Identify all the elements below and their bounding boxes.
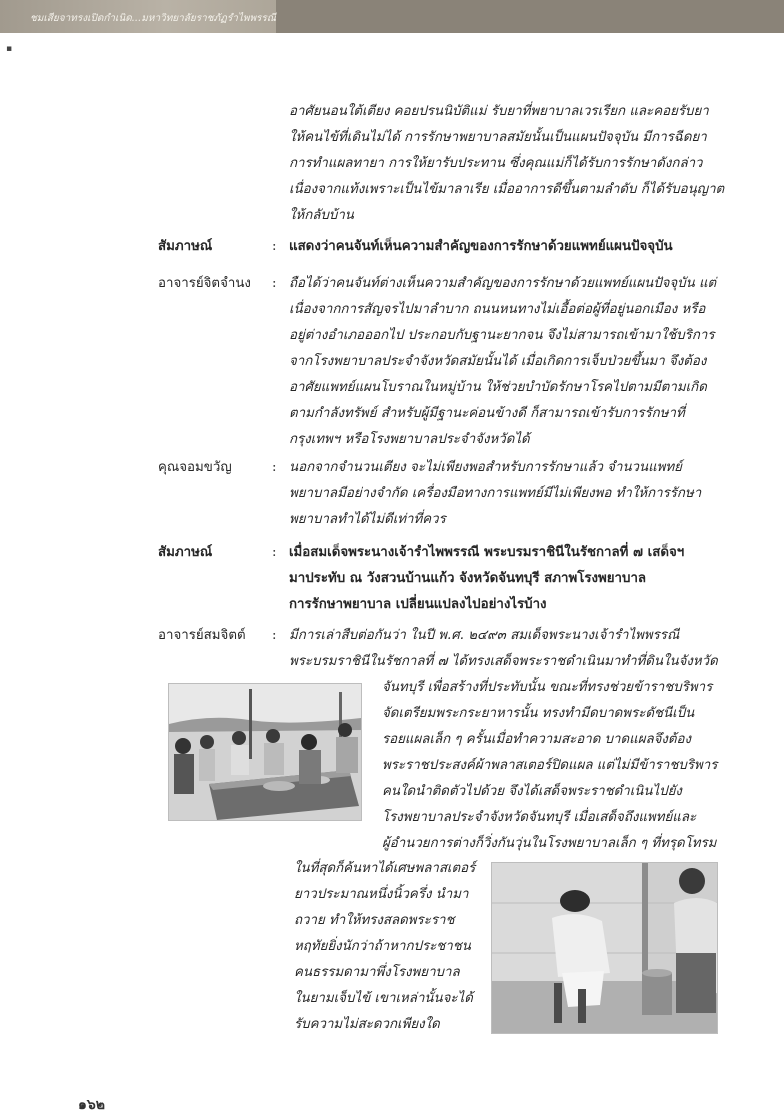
text-line: อยู่ต่างอำเภอออกไป ประกอบกับฐานะยากจน จึงไม่สามารถเข้ามาใช้บริการ [289, 328, 715, 343]
text-line: แสดงว่าคนจันท์เห็นความสำคัญของการรักษาด้วยแพทย์แผนปัจจุบัน [289, 239, 673, 254]
text-line: กรุงเทพฯ หรือโรงพยาบาลประจำจังหวัดได้ [289, 432, 530, 447]
photo-women-at-bench-image [492, 863, 717, 1033]
text-line: เนื่องจากการสัญจรไปมาลำบาก ถนนหนทางไม่เอื้อต่อผู้ที่อยู่นอกเมือง หรือ [289, 302, 706, 317]
speaker-interviewer: สัมภาษณ์ [158, 239, 213, 254]
text-line: จากโรงพยาบาลประจำจังหวัดสมัยนั้นได้ เมื่อเกิดการเจ็บป่วยขึ้นมา จึงต้อง [289, 354, 707, 369]
question-text [289, 234, 673, 260]
speaker-interviewer: สัมภาษณ์ [158, 545, 213, 560]
colon: : [272, 545, 277, 560]
header-band [0, 0, 784, 33]
text-line: ตามกำลังทรัพย์ สำหรับผู้มีฐานะค่อนข้างดี ก็สามารถเข้ารับการรักษาที่ [289, 406, 685, 421]
text-line: จัดเตรียมพระกระยาหารนั้น ทรงทำมีดบาดพระดัชนีเป็น [382, 706, 695, 721]
colon: : [272, 628, 277, 643]
text-line: อาศัยนอนใต้เตียง คอยปรนนิบัติแม่ รับยาที่พยาบาลเวรเรียก และคอยรับยา [289, 104, 709, 119]
text-line: ในที่สุดก็ค้นหาได้เศษพลาสเตอร์ [294, 861, 476, 876]
colon: : [272, 239, 277, 254]
corner-mark: ▪ [6, 44, 13, 54]
text-line: นอกจากจำนวนเตียง จะไม่เพียงพอสำหรับการรักษาแล้ว จำนวนแพทย์ [289, 460, 682, 475]
text-line: รับความไม่สะดวกเพียงใด [294, 1017, 440, 1032]
text-line: ยาวประมาณหนึ่งนิ้วครึ่ง นำมา [294, 887, 469, 902]
text-line: มาประทับ ณ วังสวนบ้านแก้ว จังหวัดจันทบุรี สภาพโรงพยาบาล [289, 571, 647, 586]
text-line: คนธรรมดามาพึ่งโรงพยาบาล [294, 965, 460, 980]
text-line: เมื่อสมเด็จพระนางเจ้ารำไพพรรณี พระบรมราชินีในรัชกาลที่ ๗ เสด็จฯ [289, 545, 685, 560]
answer-text [289, 455, 701, 533]
text-line: จันทบุรี เพื่อสร้างที่ประทับนั้น ขณะที่ทรงช่วยข้าราชบริพาร [382, 680, 713, 695]
text-line: ให้กลับบ้าน [289, 208, 354, 223]
page-number: ๑๖๒ [78, 1097, 106, 1113]
text-line: มีการเล่าสืบต่อกันว่า ในปี พ.ศ. ๒๔๙๓ สมเด็จพระนางเจ้ารำไพพรรณี [289, 628, 680, 643]
photo-women-at-bench [491, 862, 718, 1034]
text-line: หฤทัยยิ่งนักว่าถ้าหากประชาชน [294, 939, 471, 954]
header-title-block [0, 0, 276, 33]
colon: : [272, 276, 277, 291]
text-line: พระราชประสงค์ผ้าพลาสเตอร์ปิดแผล แต่ไม่มีข้าราชบริพาร [382, 758, 718, 773]
speaker-somjit: อาจารย์สมจิตต์ [158, 628, 246, 643]
text-line: คนใดนำติดตัวไปด้วย จึงได้เสด็จพระราชดำเนินไปยัง [382, 784, 682, 799]
answer-text [289, 623, 718, 675]
text-line: ให้คนไข้ที่เดินไม่ได้ การรักษาพยาบาลสมัยนั้นเป็นแผนปัจจุบัน มีการฉีดยา [289, 130, 707, 145]
photo-outdoor-cooking-image [169, 684, 361, 820]
speaker-jitjamnong: อาจารย์จิตจำนง [158, 276, 251, 291]
speaker-jomkwan: คุณจอมขวัญ [158, 460, 232, 475]
text-line: เนื่องจากแท้งเพราะเป็นไข้มาลาเรีย เมื่ออาการดีขึ้นตามลำดับ ก็ได้รับอนุญาต [289, 182, 725, 197]
answer-text [289, 271, 716, 453]
text-line: อาศัยแพทย์แผนโบราณในหมู่บ้าน ให้ช่วยบำบัดรักษาโรคไปตามมีตามเกิด [289, 380, 707, 395]
running-header-title: ชมเสียจาทรงเปิดกำเนิด...มหาวิทยาลัยราชภัฏรำไพพรรณี [30, 13, 277, 24]
text-line: การรักษาพยาบาล เปลี่ยนแปลงไปอย่างไรบ้าง [289, 597, 547, 612]
text-line: ผู้อำนวยการต่างก็วิ่งกันวุ่นในโรงพยาบาลเล็ก ๆ ที่ทรุดโทรม [382, 836, 717, 851]
wrap-text-left [294, 856, 475, 1038]
text-line: ถวาย ทำให้ทรงสลดพระราช [294, 913, 455, 928]
question-text [289, 540, 684, 618]
photo-outdoor-cooking [168, 683, 362, 821]
text-line: ในยามเจ็บไข้ เขาเหล่านั้นจะได้ [294, 991, 473, 1006]
text-line: พยาบาลมีอย่างจำกัด เครื่องมือทางการแพทย์มีไม่เพียงพอ ทำให้การรักษา [289, 486, 702, 501]
wrap-text-right [382, 675, 717, 857]
text-line: ถือได้ว่าคนจันท์ต่างเห็นความสำคัญของการรักษาด้วยแพทย์แผนปัจจุบัน แต่ [289, 276, 717, 291]
text-line: โรงพยาบาลประจำจังหวัดจันทบุรี เมื่อเสด็จถึงแพทย์และ [382, 810, 697, 825]
text-line: พยาบาลทำได้ไม่ดีเท่าที่ควร [289, 512, 446, 527]
text-line: การทำแผลทายา การให้ยารับประทาน ซึ่งคุณแม่ก็ได้รับการรักษาดังกล่าว [289, 156, 703, 171]
text-line: พระบรมราชินีในรัชกาลที่ ๗ ได้ทรงเสด็จพระราชดำเนินมาทำที่ดินในจังหวัด [289, 654, 718, 669]
colon: : [272, 460, 277, 475]
text-line: รอยแผลเล็ก ๆ ครั้นเมื่อทำความสะอาด บาดแผลจึงต้อง [382, 732, 692, 747]
intro-paragraph [289, 99, 724, 229]
